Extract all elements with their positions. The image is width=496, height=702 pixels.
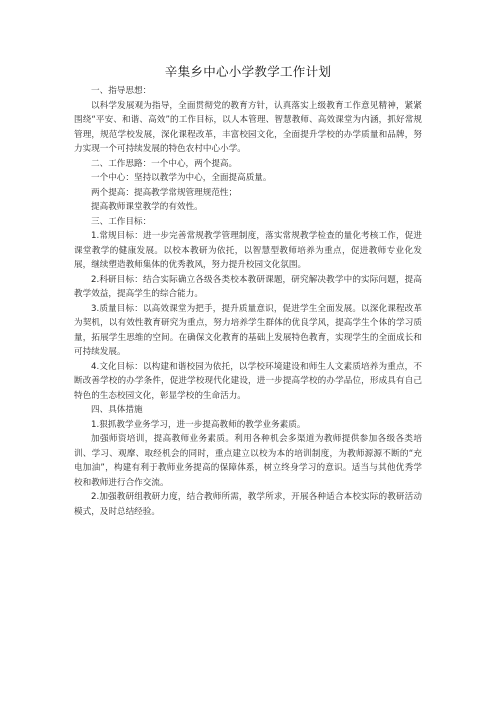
paragraph-culture-goal: 4.文化目标：以构建和谐校园为依托，以学校环境建设和师生人文素质培养为重点，不断改善学校的办学条件，促进学校现代化建设，进一步提高学校的办学品位，形成具有自己特色的生态校园文化，彰显学校的生命活力。	[74, 361, 422, 401]
paragraph-routine-goal: 1.常规目标：进一步完善常规教学管理制度，落实常规教学检查的量化考核工作，促进课堂教学的健康发展。以校本教研为依托，以智慧型教师培养为重点，促进教师专业化发展，继续塑造教师集体的优秀教风，努力提升校园文化氛围。	[74, 231, 422, 270]
section-heading-measures: 四、具体措施	[91, 405, 143, 415]
paragraph-measure-1: 1.狠抓教学业务学习，进一步提高教师的教学业务素质。	[91, 419, 306, 430]
paragraph-research-goal: 2.科研目标：结合实际确立各级各类校本教研课题，研究解决教学中的实际问题，提高教学效益，提高学生的综合能力。	[74, 274, 422, 299]
paragraph-one-center: 一个中心：坚持以教学为中心，全面提高质量。	[91, 173, 272, 183]
paragraph-quality-goal: 3.质量目标：以高效课堂为把手，提升质量意识，促进学生全面发展。以深化课程改革为契机，以有效性教育研究为重点，努力培养学生群体的优良学风，提高学生个体的学习质量，拓展学生思维的空间。在确保文化教育的基础上发展特色教育，实现学生的全面成长和可持续发展。	[74, 303, 422, 357]
section-heading-work-goals: 三、工作目标：	[91, 216, 152, 227]
section-heading-work-approach: 二、工作思路：一个中心，两个提高。	[91, 158, 238, 169]
section-heading-guiding-ideology: 一、指导思想：	[91, 86, 152, 96]
paragraph-guiding-ideology: 以科学发展观为指导，全面贯彻党的教育方针，认真落实上级教育工作意见精神，紧紧围绕“平安、和谐、高效”的工作目标，以人本管理、智慧教师、高效课堂为内涵，抓好常规管理，规范学校发展，深化课程改革，丰富校园文化，全面提升学校的办学质量和品牌，努力实现一个可持续发展的特色农村中心小学。	[74, 100, 422, 154]
paragraph-measure-2: 2.加强教研组教研力度，结合教师所需，教学所求，开展各种适合本校实际的教研活动模式，及时总结经验。	[74, 492, 422, 517]
paragraph-two-improvements: 两个提高：提高教学常规管理规范性；	[91, 187, 238, 198]
document-body	[74, 84, 422, 519]
paragraph-classroom-effectiveness: 提高教师课堂教学的有效性。	[91, 202, 203, 212]
paragraph-teacher-training: 加强师资培训，提高教师业务素质。利用各种机会多渠道为教师提供参加各级各类培训、学习、观摩、取经机会的同时，重点建立以校为本的培训制度，为教师源源不断的“充电加油”，构建有利于教师业务提高的保障体系，树立终身学习的意识。适当与其他优秀学校和教师进行合作交流。	[74, 434, 422, 488]
document-title: 辛集乡中心小学教学工作计划	[164, 64, 332, 79]
